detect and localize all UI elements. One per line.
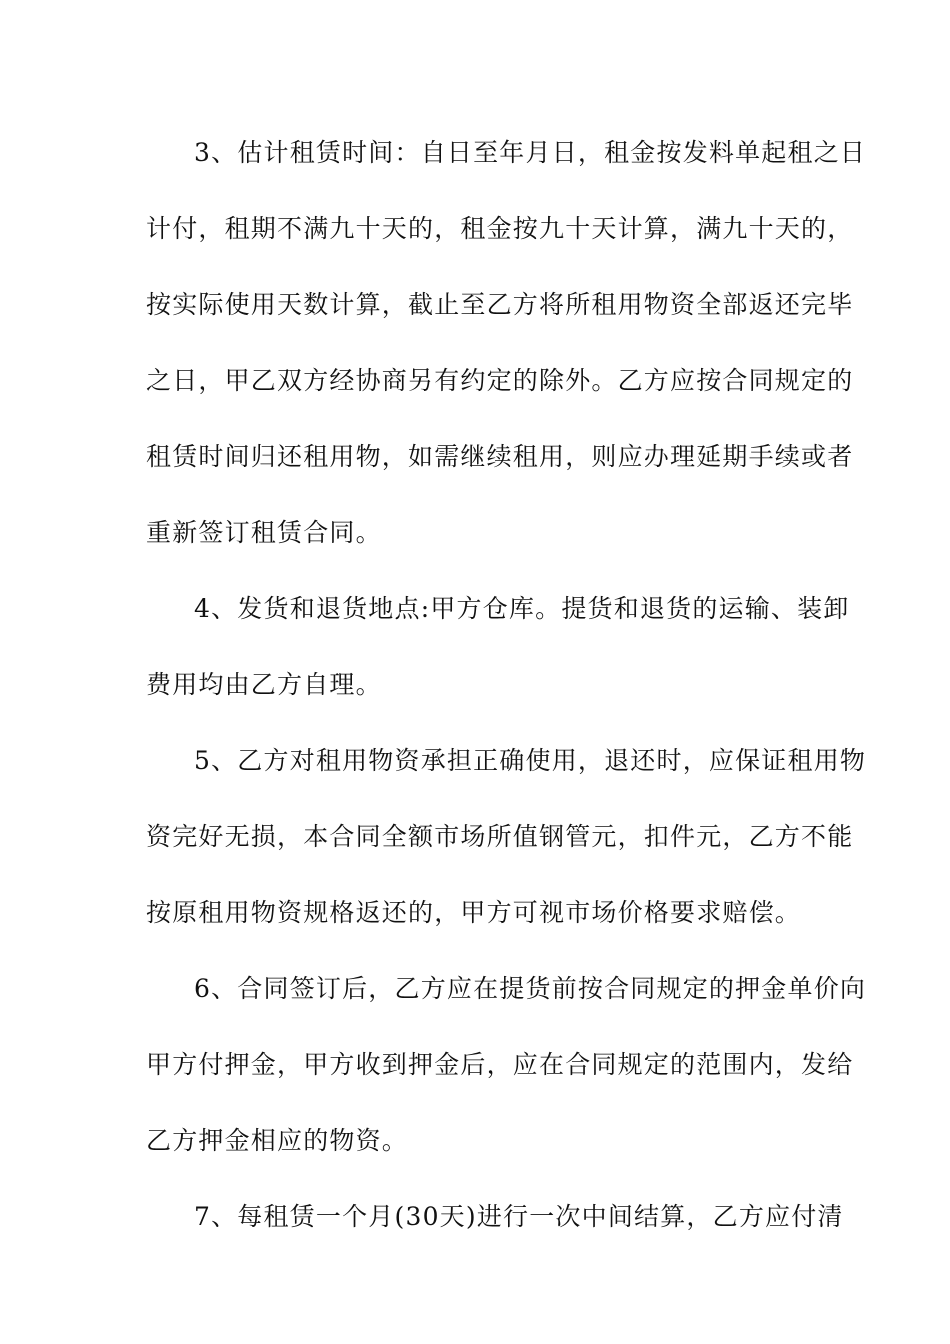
text-line: 租赁时间归还租用物，如需继续租用，则应办理延期手续或者 xyxy=(146,442,854,471)
text-line: 资完好无损，本合同全额市场所值钢管元，扣件元，乙方不能 xyxy=(146,822,854,851)
text-line: 之日，甲乙双方经协商另有约定的除外。乙方应按合同规定的 xyxy=(146,366,854,395)
text-line: 计付，租期不满九十天的，租金按九十天计算，满九十天的， xyxy=(146,214,854,243)
document-body xyxy=(146,130,867,1270)
text-line: 甲方付押金，甲方收到押金后，应在合同规定的范围内，发给 xyxy=(146,1050,854,1079)
text-line: 重新签订租赁合同。 xyxy=(146,518,382,547)
text-line: 6、合同签订后，乙方应在提货前按合同规定的押金单价向 xyxy=(194,974,867,1003)
text-line: 乙方押金相应的物资。 xyxy=(146,1126,409,1155)
text-line: 5、乙方对租用物资承担正确使用，退还时，应保证租用物 xyxy=(194,746,867,775)
text-line: 按原租用物资规格返还的，甲方可视市场价格要求赔偿。 xyxy=(146,898,802,927)
text-line: 3、估计租赁时间：自日至年月日，租金按发料单起租之日 xyxy=(194,138,867,167)
text-line: 按实际使用天数计算，截止至乙方将所租用物资全部返还完毕 xyxy=(146,290,854,319)
text-line: 7、每租赁一个月(30天)进行一次中间结算，乙方应付清 xyxy=(194,1202,844,1231)
text-line: 4、发货和退货地点:甲方仓库。提货和退货的运输、装卸 xyxy=(194,594,850,623)
text-line: 费用均由乙方自理。 xyxy=(146,670,382,699)
